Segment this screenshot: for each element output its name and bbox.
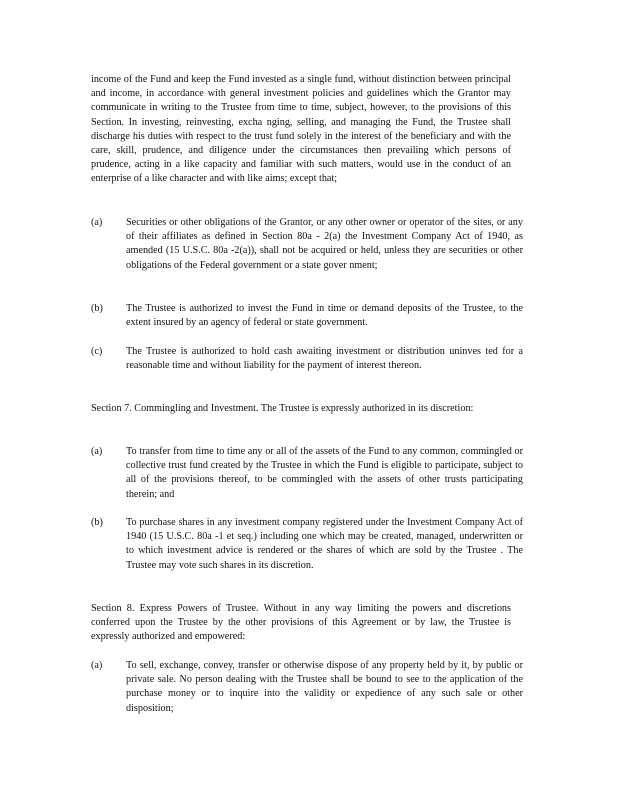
item-text: To sell, exchange, convey, transfer or otherwise dispose of any property held by it, by public or private sale. No person dealing with the Trustee shall be bound to see to the application of the purchase money or to inquire into the validity or expedience of any such sale or other disposition; [126,660,523,714]
list-item [91,445,523,502]
item-text: The Trustee is authorized to hold cash awaiting investment or distribution uninves ted for a reasonable time and without liability for the payment of interest thereon. [126,346,523,372]
item-label: (b) [91,517,103,528]
item-label: (b) [91,303,103,314]
list-item [91,216,523,273]
item-label: (a) [91,660,103,671]
item-text: Securities or other obligations of the Grantor, or any other owner or operator of the sites, or any of their affiliates as defined in Section 80a - 2(a) the Investment Company Act of 1940, as amended (15 U.S.C. 80a -2(a)), shall not be acquired or held, unless they are securities or other obligations of the Federal government or a state gover nment; [126,217,523,271]
item-label: (a) [91,446,103,457]
item-label: (a) [91,217,103,228]
item-label: (c) [91,346,103,357]
list-item [91,659,523,716]
section-7-heading: Section 7. Commingling and Investment. The Trustee is expressly authorized in its discretion: [91,403,474,414]
list-item [91,302,523,330]
item-text: The Trustee is authorized to invest the Fund in time or demand deposits of the Trustee, to the extent insured by an agency of federal or state government. [126,303,523,329]
item-text: To transfer from time to time any or all of the assets of the Fund to any common, commingled or collective trust fund created by the Trustee in which the Fund is eligible to participate, subject to all of the provisions thereof, to be commingled with the assets of other trusts participating therein; and [126,446,523,500]
section-8-heading: Section 8. Express Powers of Trustee. Without in any way limiting the powers and discretions conferred upon the Trustee by the other provisions of this Agreement or by law, the Trustee is expressly authorized and empowered: [91,603,511,643]
list-item [91,345,523,373]
list-item [91,516,523,573]
item-text: To purchase shares in any investment company registered under the Investment Company Act of 1940 (15 U.S.C. 80a -1 et seq.) including one which may be created, managed, underwritten or to which investment advice is rendered or the shares of which are sold by the Trustee . The Trustee may vote such shares in its discretion. [126,517,523,571]
intro-paragraph: income of the Fund and keep the Fund invested as a single fund, without distinction between principal and income, in accordance with general investment policies and guidelines which the Grantor may communicate in writing to the Trustee from time to time, subject, however, to the provisions of this Section. In investing, reinvesting, excha nging, selling, and managing the Fund, the Trustee shall discharge his duties with respect to the trust fund solely in the interest of the beneficiary and with the care, skill, prudence, and diligence under the circumstances then prevailing which persons of prudence, acting in a like capacity and familiar with such matters, would use in the conduct of an enterprise of a like character and with like aims; except that; [91,74,511,185]
